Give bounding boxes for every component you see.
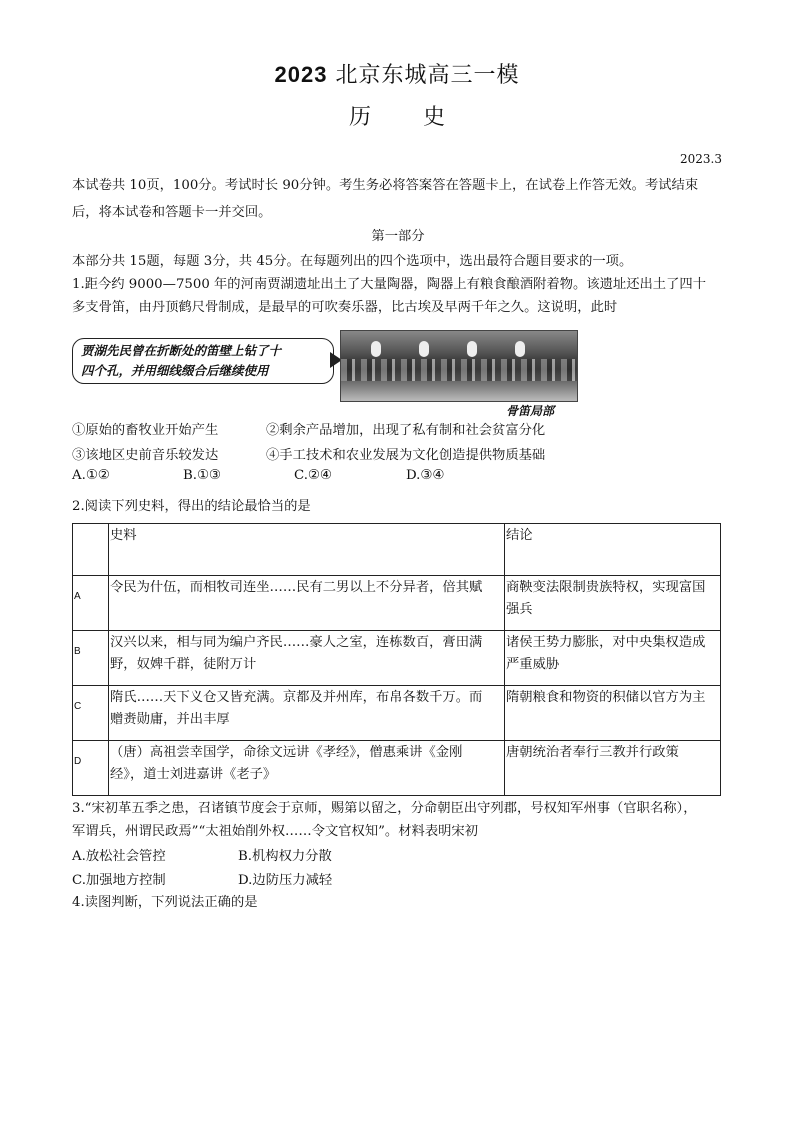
row-source-line: （唐）高祖尝幸国学，命徐文远讲《孝经》，僧惠乘讲《金刚: [110, 745, 463, 760]
q3-option-b[interactable]: B.机构权力分散: [238, 849, 332, 864]
subject-title: [0, 100, 794, 131]
row-conclusion: [505, 741, 721, 796]
q1-option-c[interactable]: C.②④: [294, 468, 332, 483]
flute-hole: [467, 341, 477, 357]
table-row: [73, 576, 721, 631]
row-source: [109, 631, 505, 686]
table-header-row: [73, 524, 721, 576]
exam-date: 2023.3: [680, 152, 722, 166]
q3-options-row-2: [72, 869, 724, 891]
subject-char-2: 史: [423, 105, 446, 130]
q1-stem-line-1: 1.距今约 9000—7500 年的河南贾湖遗址出土了大量陶器，陶器上有粮食酿酒附着物。该遗址还出土了四十: [72, 277, 706, 292]
exam-title: [0, 58, 794, 89]
row-conclusion: [505, 631, 721, 686]
row-source-line: 赠赉勋庸，并出丰厚: [110, 712, 230, 727]
bone-flute-photo: [340, 330, 578, 402]
part-description: 本部分共 15题，每题 3分，共 45分。在每题列出的四个选项中，选出最符合题目要求的一项。: [72, 254, 633, 269]
row-source-line: 野，奴婢千群，徒附万计: [110, 657, 257, 672]
q3-stem-line-1: 3.“宋初革五季之患，召诸镇节度会于京师，赐第以留之，分命朝臣出守列郡，号权知军州事（官职名称），: [72, 801, 697, 816]
q3-options-row-1: [72, 845, 724, 867]
q1-option-a[interactable]: A.①②: [72, 468, 110, 483]
q1-option-b[interactable]: B.①③: [183, 468, 221, 483]
q1-statements-row-1: [72, 419, 724, 441]
q3-option-d[interactable]: D.边防压力减轻: [238, 873, 333, 888]
q4-stem: 4.读图判断，下列说法正确的是: [72, 895, 258, 910]
q3-stem-line-2: 军谓兵，州谓民政焉”“太祖始削外权……令文官权知”。材料表明宋初: [72, 824, 479, 839]
row-label[interactable]: C: [73, 686, 109, 741]
q1-statement-1: ①原始的畜牧业开始产生: [72, 423, 219, 438]
flute-texture: [341, 359, 577, 381]
row-source-line: 令民为什伍，而相牧司连坐……民有二男以上不分异者，倍其赋: [110, 580, 483, 595]
q2-stem: 2.阅读下列史料，得出的结论最恰当的是: [72, 499, 311, 514]
figure-caption: 骨笛局部: [506, 404, 555, 418]
q2-source-table: [72, 523, 721, 796]
row-conclusion-line: 商鞅变法限制贵族特权，实现富国: [506, 580, 706, 595]
row-conclusion-line: 严重威胁: [506, 657, 560, 672]
flute-hole: [419, 341, 429, 357]
table-header-blank: [73, 524, 109, 576]
flute-hole: [371, 341, 381, 357]
q1-statement-3: ③该地区史前音乐较发达: [72, 448, 219, 463]
intro-line-1: 本试卷共 10页，100分。考试时长 90分钟。考生务必将答案答在答题卡上，在试卷上作答无效。考试结束: [72, 178, 699, 193]
row-source-line: 汉兴以来，相与同为编户齐民……豪人之室，连栋数百，膏田满: [110, 635, 483, 650]
row-conclusion-line: 诸侯王势力膨胀，对中央集权造成: [506, 635, 706, 650]
q3-option-c[interactable]: C.加强地方控制: [72, 873, 166, 888]
row-conclusion-line: 强兵: [506, 602, 533, 617]
row-source: [109, 741, 505, 796]
intro-line-2: 后，将本试卷和答题卡一并交回。: [72, 205, 272, 220]
row-source-line: 经》，道士刘进嘉讲《老子》: [110, 767, 277, 782]
bubble-line-1: 贾湖先民曾在折断处的笛壁上钻了十: [81, 343, 282, 358]
row-conclusion: [505, 576, 721, 631]
q1-option-d[interactable]: D.③④: [406, 468, 445, 483]
part-title: 第一部分: [371, 229, 425, 244]
row-source-line: 隋氏……天下义仓又皆充满。京都及并州库，布帛各数千万。而: [110, 690, 483, 705]
q1-stem-line-2: 多支骨笛，由丹顶鹤尺骨制成，是最早的可吹奏乐器，比古埃及早两千年之久。这说明，此时: [72, 300, 618, 315]
bone-flute-figure: [72, 330, 576, 420]
row-conclusion-line: 唐朝统治者奉行三教并行政策: [506, 745, 679, 760]
table-header-source: 史料: [109, 524, 505, 576]
q1-options: [72, 468, 724, 490]
q1-statement-2: ②剩余产品增加，出现了私有制和社会贫富分化: [266, 423, 546, 438]
row-label[interactable]: A: [73, 576, 109, 631]
subject-char-1: 历: [348, 105, 371, 130]
row-label[interactable]: B: [73, 631, 109, 686]
table-row: [73, 741, 721, 796]
row-conclusion: [505, 686, 721, 741]
row-conclusion-line: 隋朝粮食和物资的积储以官方为主: [506, 690, 706, 705]
table-header-conclusion: 结论: [505, 524, 721, 576]
row-source: [109, 576, 505, 631]
bubble-line-2: 四个孔，并用细线缀合后继续使用: [81, 363, 269, 378]
q1-statement-4: ④手工技术和农业发展为文化创造提供物质基础: [266, 448, 546, 463]
q1-statements-row-2: [72, 444, 724, 466]
table-row: [73, 686, 721, 741]
row-source: [109, 686, 505, 741]
exam-title-text: 北京东城高三一模: [335, 63, 520, 88]
q3-option-a[interactable]: A.放松社会管控: [72, 849, 166, 864]
exam-year: 2023: [274, 62, 328, 87]
row-label[interactable]: D: [73, 741, 109, 796]
table-row: [73, 631, 721, 686]
figure-speech-bubble: [72, 338, 334, 384]
flute-hole: [515, 341, 525, 357]
